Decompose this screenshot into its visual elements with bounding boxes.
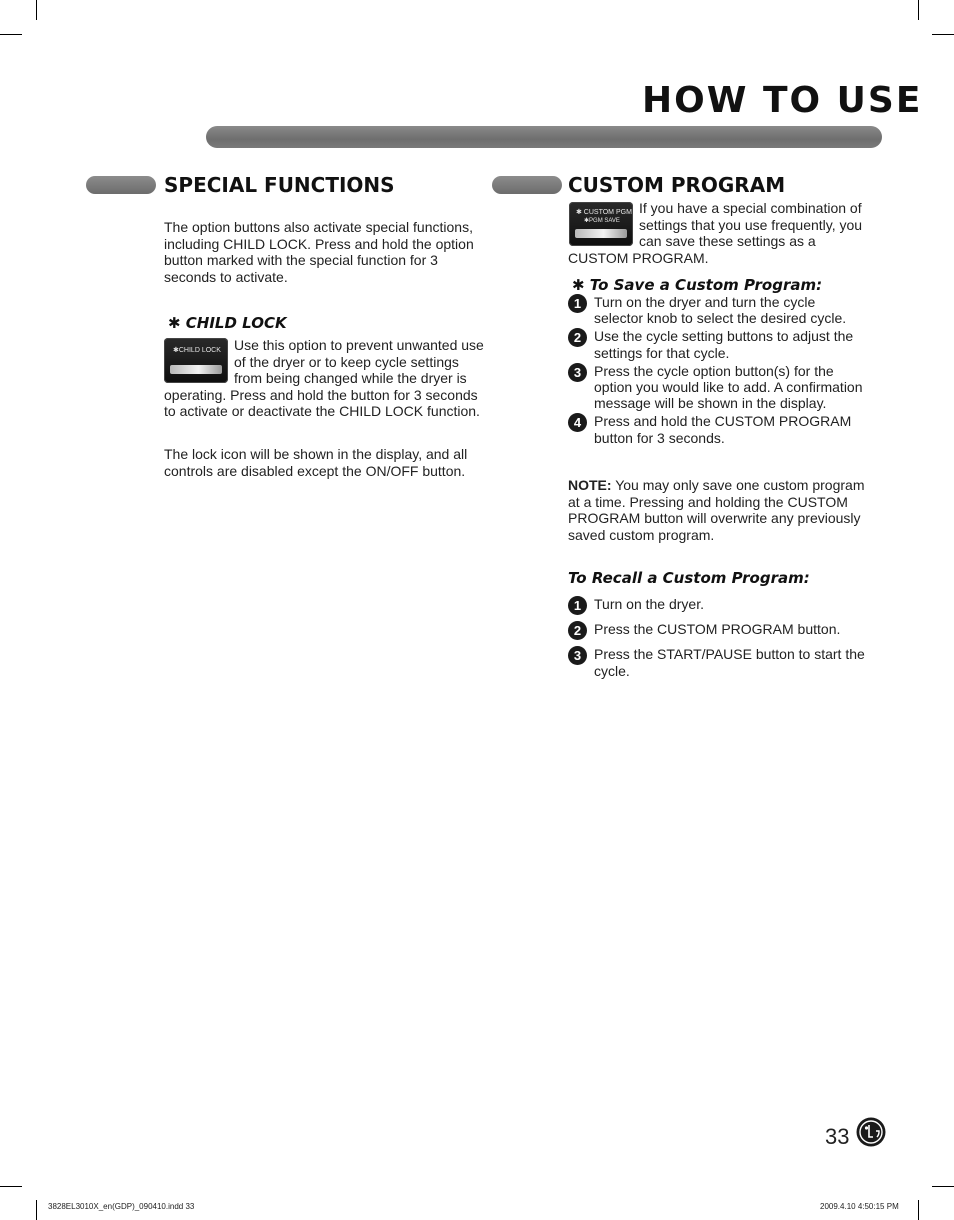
recall-step: [568, 596, 868, 612]
custom-pgm-panel-label: ✱ CUSTOM PGM: [576, 209, 632, 216]
step-text: Turn on the dryer and turn the cycle selector knob to select the desired cycle.: [594, 294, 847, 327]
recall-step: [568, 646, 868, 678]
save-program-subheading: ✱ To Save a Custom Program:: [572, 276, 823, 294]
recall-steps-list: [568, 596, 868, 679]
step-text: Press the START/PAUSE button to start the cycle.: [594, 646, 865, 679]
custom-program-note: [568, 477, 866, 543]
lg-logo-icon: [856, 1117, 886, 1147]
child-lock-note: The lock icon will be shown in the display, and all controls are disabled except the ON/OFF button.: [164, 446, 468, 479]
step-text: Press and hold the CUSTOM PROGRAM button for 3 seconds.: [594, 413, 852, 446]
footer-file-name: 3828EL3010X_en(GDP)_090410.indd 33: [48, 1202, 195, 1211]
step-number-badge: 3: [568, 363, 587, 382]
child-lock-subheading: ✱ CHILD LOCK: [168, 314, 287, 332]
float-spacer: [164, 337, 234, 385]
step-text: Use the cycle setting buttons to adjust the settings for that cycle.: [594, 328, 854, 361]
title-bar: [206, 126, 882, 148]
crop-mark: [36, 1200, 37, 1220]
section-pill: [86, 176, 156, 194]
page-title: HOW TO USE: [642, 80, 923, 121]
special-functions-heading: SPECIAL FUNCTIONS: [164, 173, 395, 197]
step-number-badge: 2: [568, 328, 587, 347]
custom-program-heading: CUSTOM PROGRAM: [568, 173, 786, 197]
pgm-save-panel-label: ✱PGM SAVE: [584, 218, 620, 224]
step-text: Press the CUSTOM PROGRAM button.: [594, 621, 841, 638]
step-text: Press the cycle option button(s) for the option you would like to add. A confirmation message will be shown in the display.: [594, 362, 863, 412]
save-step: [568, 294, 868, 326]
child-lock-panel-label: ✱CHILD LOCK: [173, 347, 221, 354]
custom-program-intro-block: [568, 200, 868, 266]
save-step: [568, 413, 868, 445]
crop-mark: [918, 1200, 919, 1220]
crop-mark: [0, 1186, 22, 1187]
step-text: Turn on the dryer.: [594, 596, 704, 612]
step-number-badge: 1: [568, 596, 587, 615]
step-number-badge: 2: [568, 621, 587, 640]
crop-mark: [932, 1186, 954, 1187]
step-number-badge: 1: [568, 294, 587, 313]
crop-mark: [918, 0, 919, 20]
save-steps-list: [568, 294, 868, 446]
child-lock-description-block: [164, 337, 488, 420]
crop-mark: [36, 0, 37, 20]
special-functions-intro: The option buttons also activate special functions, including CHILD LOCK. Press and hold the option button marked with the special function for 3 seconds to activate.: [164, 219, 474, 285]
crop-mark: [932, 34, 954, 35]
recall-program-subheading: To Recall a Custom Program:: [568, 569, 810, 587]
section-pill: [492, 176, 562, 194]
step-number-badge: 4: [568, 413, 587, 432]
footer-timestamp: 2009.4.10 4:50:15 PM: [820, 1202, 899, 1211]
recall-step: [568, 621, 868, 637]
child-lock-description: Use this option to prevent unwanted use of the dryer or to keep cycle settings from being changed while the dryer is operating. Press and hold the button for 3 seconds to activate or deactivate the CHILD LOCK function.: [164, 337, 484, 420]
note-label: NOTE:: [568, 477, 612, 493]
save-step: [568, 363, 868, 412]
page-number: 33: [825, 1124, 850, 1149]
crop-mark: [0, 34, 22, 35]
save-step: [568, 328, 868, 360]
note-text: You may only save one custom program at a time. Pressing and holding the CUSTOM PROGRAM button will overwrite any previously saved custom program.: [568, 477, 865, 543]
float-spacer: [568, 200, 639, 248]
custom-program-intro: If you have a special combination of settings that you use frequently, you can save these settings as a CUSTOM PROGRAM.: [568, 200, 863, 266]
step-number-badge: 3: [568, 646, 587, 665]
